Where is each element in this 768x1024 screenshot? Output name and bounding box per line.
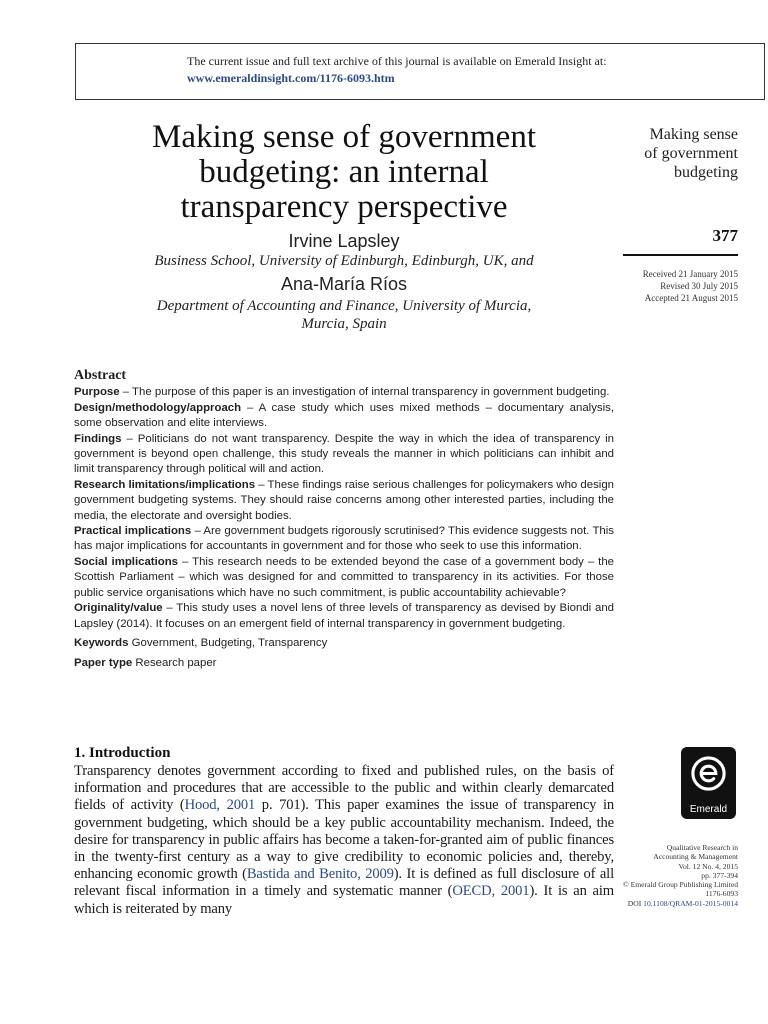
- journal-name: Accounting & Management: [653, 852, 738, 862]
- abstract-purpose: Purpose – The purpose of this paper is an investigation of internal transparency in government budgeting.: [74, 386, 610, 399]
- author-affiliation: Department of Accounting and Finance, University of Murcia, Murcia, Spain: [156, 298, 532, 332]
- author-name: Irvine Lapsley: [288, 231, 400, 251]
- doi-line: DOI 10.1108/QRAM-01-2015-0014: [627, 898, 738, 908]
- copyright: © Emerald Group Publishing Limited: [622, 880, 738, 890]
- running-head: Making sense of government budgeting: [644, 126, 738, 181]
- abstract-keywords: Keywords Government, Budgeting, Transparency: [74, 636, 328, 649]
- abstract-heading: Abstract: [74, 368, 127, 383]
- journal-name: Qualitative Research in: [666, 843, 738, 852]
- abstract-section: [74, 368, 614, 672]
- journal-url-link[interactable]: www.emeraldinsight.com/1176-6093.htm: [187, 71, 395, 85]
- journal-notice-box: [75, 43, 765, 100]
- abstract-practical: Practical implications – Are government budgets rigorously scrutinised? This evidence suggests not. This has major implications for accountants in government and for those who seek to use this information.: [74, 525, 614, 553]
- abstract-paper-type: Paper type Research paper: [74, 657, 217, 670]
- paper-title: [80, 120, 608, 225]
- abstract-design: Design/methodology/approach – A case study which uses mixed methods – documentary analysis, some observation and elite interviews.: [74, 401, 614, 430]
- page-number: 377: [712, 226, 738, 245]
- author-name: Ana-María Ríos: [280, 274, 408, 294]
- abstract-originality: Originality/value – This study uses a novel lens of three levels of transparency as devised by Biondi and Lapsley (2014). It focuses on an emergent field of internal transparency in government budgeting.: [74, 602, 614, 630]
- author-affiliation: Business School, University of Edinburgh, Edinburgh, UK, and: [154, 253, 534, 269]
- submission-dates: [643, 268, 738, 304]
- received-date: Received 21 January 2015: [642, 269, 738, 279]
- revised-date: Revised 30 July 2015: [660, 281, 738, 291]
- logo-text: Emerald: [689, 804, 728, 815]
- journal-info: [623, 843, 738, 908]
- introduction-paragraph: Transparency denotes government according to fixed and published rules, on the basis of information and procedures that are accessible to the public and within clearly demarcated fields of activity (Hood, 2001 p. 701). This paper examines the issue of transparency in government budgeting, which should be a key public accountability mechanism. Indeed, the desire for transparency in public affairs has become a taken-for-granted aim of public finances in the twenty-first century as a way to give credibility to economic policies and, thereby, enhancing economic growth (Bastida and Benito, 2009). It is defined as full disclosure of all relevant fiscal information in a timely and systematic manner (OECD, 2001). It is an aim which is reiterated by many: [74, 763, 615, 917]
- issn: 1176-6093: [705, 889, 738, 899]
- section-heading-introduction: 1. Introduction: [74, 745, 171, 761]
- title-line: budgeting: an internal: [199, 154, 489, 190]
- notice-text: The current issue and full text archive of this journal is available on Emerald Insight at:: [187, 54, 607, 68]
- abstract-limitations: Research limitations/implications – These findings raise serious challenges for policymakers who design government budgeting systems. They should raise concerns among other interested parties, including the media, the electorate and oversight bodies.: [74, 478, 614, 522]
- citation-link[interactable]: Bastida and Benito, 2009: [246, 866, 394, 883]
- emerald-logo: [681, 747, 736, 819]
- journal-pages: pp. 377-394: [701, 870, 738, 880]
- abstract-social: Social implications – This research needs to be extended beyond the case of a government body – the Scottish Parliament – which was designed for and committed to transparency in its activities. For those public service organisations which have no such commitment, is public accountability achievable?: [74, 555, 615, 599]
- abstract-findings: Findings – Politicians do not want transparency. Despite the way in which the idea of transparency in government is beyond open challenge, this study reveals the manner in which politicians can inhibit and limit transparency through political will and action.: [74, 432, 614, 476]
- doi-link[interactable]: 10.1108/QRAM-01-2015-0014: [643, 898, 738, 908]
- emerald-logo-icon: [689, 754, 728, 793]
- journal-volume: Vol. 12 No. 4, 2015: [678, 861, 738, 871]
- title-line: transparency perspective: [180, 189, 508, 225]
- citation-link[interactable]: Hood, 2001: [184, 797, 256, 814]
- citation-link[interactable]: OECD, 2001: [452, 883, 530, 900]
- accepted-date: Accepted 21 August 2015: [644, 293, 738, 303]
- title-line: Making sense of government: [152, 119, 536, 155]
- margin-divider: [623, 254, 738, 256]
